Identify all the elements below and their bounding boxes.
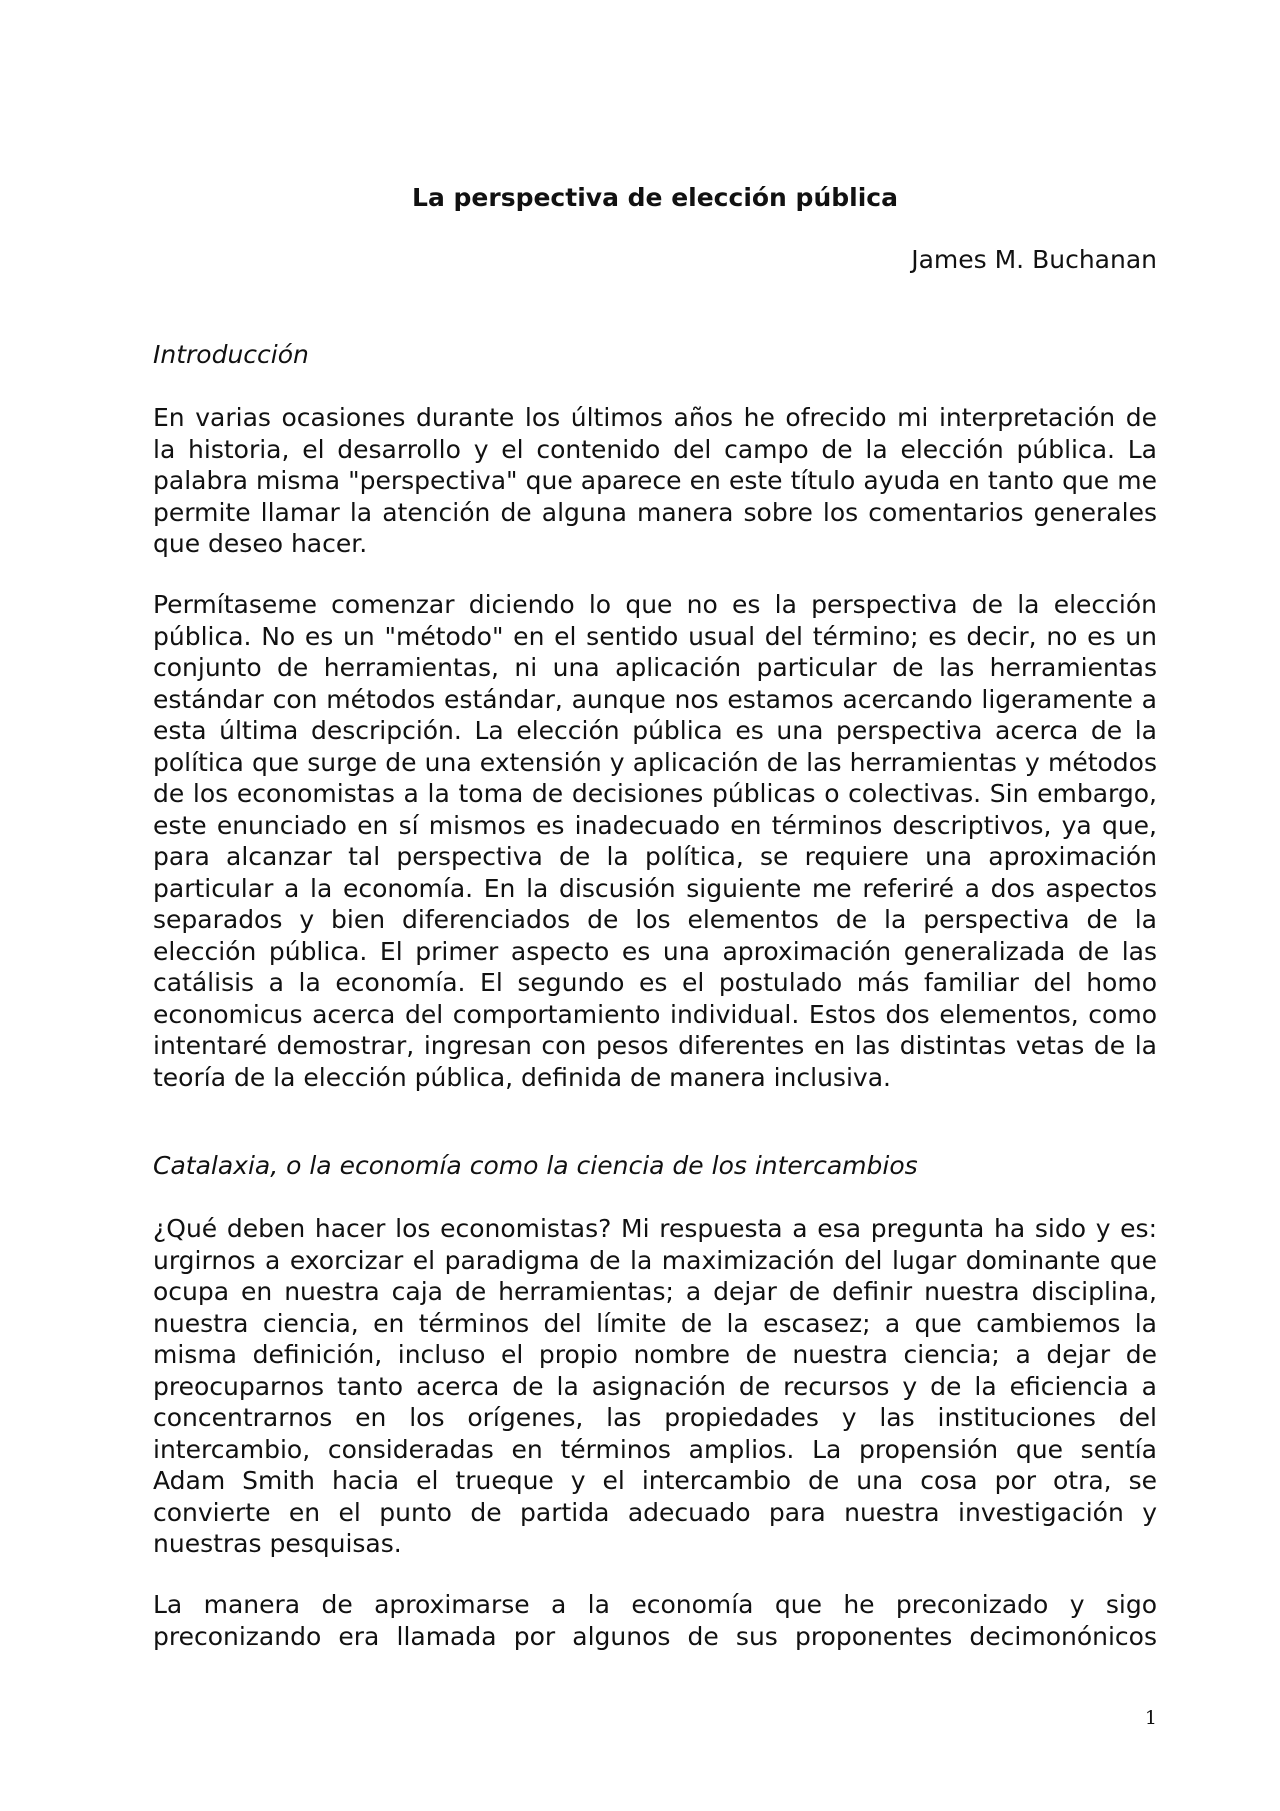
section-heading-introduccion: Introducción bbox=[153, 340, 309, 369]
page-number: 1 bbox=[1144, 1707, 1157, 1729]
section-heading-catalaxia: Catalaxia, o la economía como la ciencia de los intercambios bbox=[153, 1151, 918, 1180]
paragraph-intro-2: Permítaseme comenzar diciendo lo que no es la perspectiva de la elección pública. No es un "método" en el sentido usual del término; es decir, no es un conjunto de herramientas, ni una aplicación particular de las herramientas estándar con métodos estándar, aunque nos estamos acercando ligeramente a esta última descripción. La elección pública es una perspectiva acerca de la política que surge de una extensión y aplicación de las herramientas y métodos de los economistas a la toma de decisiones públicas o colectivas. Sin embargo, este enunciado en sí mismos es inadecuado en términos descriptivos, ya que, para alcanzar tal perspectiva de la política, se requiere una aproximación particular a la economía. En la discusión siguiente me referiré a dos aspectos separados y bien diferenciados de los elementos de la perspectiva de la elección pública. El primer aspecto es una aproximación generalizada de las catálisis a la economía. El segundo es el postulado más familiar del homo economicus acerca del comportamiento individual. Estos dos elementos, como intentaré demostrar, ingresan con pesos diferentes en las distintas vetas de la teoría de la elección pública, definida de manera inclusiva. bbox=[153, 590, 1157, 1092]
paragraph-intro-1: En varias ocasiones durante los últimos años he ofrecido mi interpretación de la historia, el desarrollo y el contenido del campo de la elección pública. La palabra misma "perspectiva" que aparece en este título ayuda en tanto que me permite llamar la atención de alguna manera sobre los comentarios generales que deseo hacer. bbox=[153, 403, 1157, 558]
document-title: La perspectiva de elección pública bbox=[412, 183, 898, 212]
paragraph-catalaxia-2: La manera de aproximarse a la economía que he preconizado y sigo preconizando era llamada por algunos de sus proponentes decimonónicos bbox=[153, 1590, 1157, 1651]
document-page bbox=[153, 0, 1157, 1811]
paragraph-catalaxia-1: ¿Qué deben hacer los economistas? Mi respuesta a esa pregunta ha sido y es: urgirnos a exorcizar el paradigma de la maximización del lugar dominante que ocupa en nuestra caja de herramientas; a dejar de definir nuestra disciplina, nuestra ciencia, en términos del límite de la escasez; a que cambiemos la misma definición, incluso el propio nombre de nuestra ciencia; a dejar de preocuparnos tanto acerca de la asignación de recursos y de la eficiencia a concentrarnos en los orígenes, las propiedades y las instituciones del intercambio, consideradas en términos amplios. La propensión que sentía Adam Smith hacia el trueque y el intercambio de una cosa por otra, se convierte en el punto de partida adecuado para nuestra investigación y nuestras pesquisas. bbox=[153, 1214, 1157, 1558]
document-author: James M. Buchanan bbox=[911, 245, 1157, 274]
